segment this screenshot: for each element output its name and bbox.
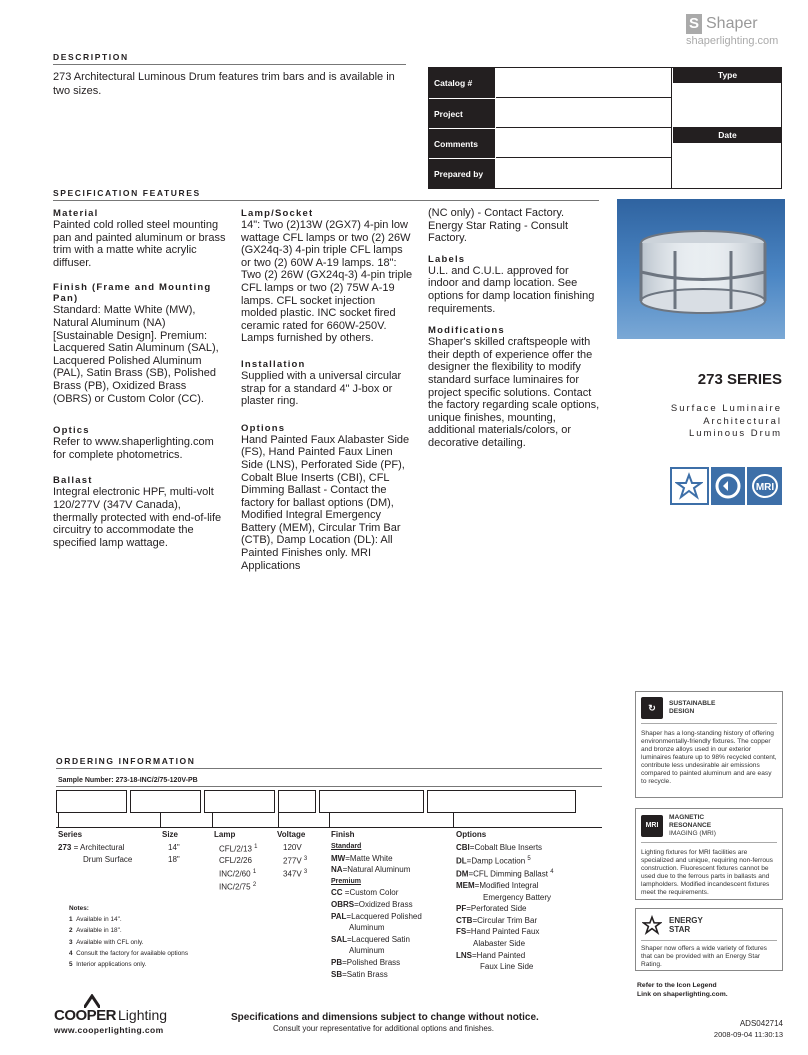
series-desc: Drum Surface: [83, 854, 133, 864]
opt-lns-desc-2: Faux Line Side: [480, 962, 534, 972]
es-title-2: STAR: [669, 925, 691, 934]
catalog-label: Catalog #: [429, 68, 495, 98]
lamp-tick: [212, 813, 213, 828]
voltage-col-heading: Voltage: [277, 830, 306, 839]
series-subtitle: [617, 403, 782, 441]
options-heading: Options: [241, 422, 286, 434]
product-photo: [617, 199, 785, 367]
icon-legend-note: [637, 981, 728, 999]
note-5: Interior applications only.: [76, 961, 147, 969]
spec-col-3: [428, 207, 600, 450]
finish-mw-desc: =Matte White: [345, 853, 393, 863]
energy-star-icon: [670, 467, 709, 505]
lamp-heading: Lamp/Socket: [241, 208, 314, 219]
opt-ctb-desc: =Circular Trim Bar: [472, 915, 538, 925]
ballast-text: Integral electronic HPF, multi-volt 120/277V (347V Canada), thermally protected with end-of-life circuitry to accommodate the specified lamp wattage.: [53, 486, 222, 549]
sustainable-small-icon: ↻: [641, 697, 663, 719]
mri-box: [635, 808, 783, 900]
lamp-cfl-26: CFL/2/26: [219, 856, 252, 866]
comments-field[interactable]: [496, 128, 672, 158]
finish-box[interactable]: [319, 790, 424, 813]
lamp-col: CFL/2/13 $^1$ CFL/2/26 INC/2/60 $^1$ INC/2/75 $^2$: [219, 844, 258, 892]
ordering-baseline: [56, 827, 602, 828]
ordering-notes: Notes: 1 Available in 14". 2 Available in 18". 3 Available with CFL only. 4 Consult the factory for available options 5 Interior applications only.: [69, 905, 189, 969]
volt-277: 277V: [283, 856, 302, 866]
finish-mw: MW: [331, 853, 346, 863]
volt-347: 347V: [283, 869, 302, 879]
shaper-s-icon: S: [686, 14, 702, 34]
sustainable-text: Shaper has a long-standing history of offering environmentally-friendly fixtures. The copper and bronze alloys used in our exterior luminaires feature up to 98% recycled content, contribute less undesirable air emissions compared to painted aluminum and are easy to recycle.: [641, 730, 777, 785]
series-box[interactable]: [56, 790, 127, 813]
material-heading: Material: [53, 208, 99, 219]
installation-text: Supplied with a universal circular strap for a standard 4" J-box or plaster ring.: [241, 369, 402, 408]
finish-na: NA: [331, 865, 343, 875]
opt-lns: LNS: [456, 950, 472, 960]
options-tick: [453, 813, 454, 828]
opt-cbi: CBI: [456, 843, 470, 852]
options-col-heading: Options: [456, 830, 487, 839]
cooper-word: COOPER: [54, 1007, 117, 1024]
finish-tick: [329, 813, 330, 828]
lighting-word: Lighting: [118, 1007, 168, 1023]
project-label: Project: [429, 99, 495, 128]
finish-premium-label: Premium: [331, 877, 361, 885]
catalog-field[interactable]: [496, 68, 672, 98]
series-tick: [58, 813, 59, 828]
series-col-heading: Series: [58, 830, 83, 839]
lamp-col-heading: Lamp: [214, 830, 236, 839]
voltage-col: 120V 277V $^3$ 347V $^3$: [283, 843, 308, 879]
finish-pal: PAL: [331, 911, 347, 921]
options-box[interactable]: [427, 790, 576, 813]
lamp-inc-75: INC/2/75: [219, 882, 251, 892]
doc-number: ADS042714: [739, 1019, 783, 1028]
series-title: 273 SERIES: [697, 371, 782, 388]
labels-heading: Labels: [428, 253, 466, 265]
modifications-text: Shaper's skilled craftspeople with their depth of experience offer the designer the flexibility to modify standard surface luminaires for project specific solutions. Contact the factory regarding scale options, unique finishes, mounting, additional materials/colors, or decorative detailing.: [428, 336, 600, 449]
subtitle-line-2: Architectural: [703, 415, 782, 427]
finish-sal-desc-2: Aluminum: [349, 946, 385, 956]
lamp-box[interactable]: [204, 790, 275, 813]
finish-pal-desc-2: Aluminum: [349, 923, 385, 933]
voltage-box[interactable]: [278, 790, 316, 813]
legend-line-1: Refer to the Icon Legend: [637, 982, 717, 989]
opt-fs-desc-2: Alabaster Side: [473, 939, 526, 949]
subtitle-line-3: Luminous Drum: [688, 428, 782, 439]
ballast-heading: Ballast: [53, 475, 93, 487]
energy-star-box: [635, 908, 783, 971]
energy-star-small-icon: [641, 914, 663, 936]
voltage-tick: [278, 813, 279, 828]
mri-small-icon: MRI: [641, 815, 663, 837]
svg-text:MRI: MRI: [755, 482, 774, 493]
description-text: 273 Architectural Luminous Drum features trim bars and is available in two sizes.: [53, 71, 395, 97]
finish-heading: Finish (Frame and Mounting Pan): [53, 282, 212, 305]
opt-mem-desc-2: Emergency Battery: [483, 892, 552, 902]
note-1: Available in 14".: [76, 916, 122, 924]
options-text: Hand Painted Faux Alabaster Side (FS), Hand Painted Faux Linen Side (LNS), Perforated Side (PF), Cobalt Blue Inserts (CBI), CFL Dimming Ballast - Contact the factory for ballast options (DM), Modified Integral Emergency Battery (MEM), Circular Trim Bar (CTB), Damp Location (DL): All Painted Finishes only. MRI Applications: [241, 433, 410, 572]
project-field[interactable]: [496, 98, 672, 128]
opt-dl-desc: =Damp Location: [466, 856, 526, 866]
note-4: Consult the factory for available options: [76, 949, 189, 957]
finish-col: [331, 841, 422, 980]
spec-form: [428, 67, 782, 189]
date-field[interactable]: [673, 143, 782, 189]
sustainable-box: [635, 691, 783, 798]
description-heading: DESCRIPTION: [53, 52, 406, 65]
finish-na-desc: =Natural Aluminum: [342, 865, 411, 875]
options-col: CBI=Cobalt Blue Inserts DL=Damp Location $^5$ DM=CFL Dimming Ballast $^4$ MEM=Modified Integral Emergency Battery PF=Perforated Side CTB=Circular Trim Bar FS=Hand Painted Faux Alabaster Side LNS=Hand Painted Faux Line Side: [456, 843, 554, 972]
optics-heading: Optics: [53, 425, 90, 437]
size-tick: [160, 813, 161, 828]
comments-label: Comments: [429, 129, 495, 158]
labels-text: U.L. and C.U.L. approved for indoor and damp location. See options for damp location finishing requirements.: [428, 264, 595, 315]
finish-cc: CC: [331, 888, 343, 898]
finish-sal: SAL: [331, 934, 347, 944]
energy-star-text: Shaper now offers a wide variety of fixtures that can be provided with an Energy Star Rating.: [641, 945, 767, 968]
notes-heading: Notes:: [69, 905, 89, 912]
opt-cbi-desc: =Cobalt Blue Inserts: [469, 843, 543, 852]
legend-line-2: Link on shaperlighting.com.: [637, 991, 728, 998]
subtitle-line-1: Surface Luminaire: [670, 403, 782, 414]
prepared-field[interactable]: [496, 158, 672, 189]
cooper-logo: [54, 1007, 167, 1024]
brand-name: Shaper: [706, 15, 758, 32]
size-col: [168, 842, 180, 865]
brand-logo: [686, 14, 786, 47]
finish-obrs-desc: =Oxidized Brass: [354, 899, 413, 909]
spec-disclaimer: Specifications and dimensions subject to change without notice.: [231, 1012, 539, 1023]
series-eq: = Architectural: [73, 843, 125, 852]
feature-icons: [670, 467, 782, 505]
series-col: [58, 842, 132, 865]
sustainable-icon: [711, 467, 746, 505]
sust-title-2: DESIGN: [669, 708, 695, 715]
prepared-label: Prepared by: [429, 159, 495, 189]
spec-col-1: [53, 208, 227, 549]
opt-dm-desc: =CFL Dimming Ballast: [468, 869, 548, 879]
mri-title-2: RESONANCE: [669, 822, 712, 829]
type-field[interactable]: [673, 83, 782, 128]
opt-dl: DL: [456, 856, 467, 866]
optics-text: Refer to www.shaperlighting.com for complete photometrics.: [53, 436, 214, 461]
note-2: Available in 18".: [76, 927, 122, 935]
opt-pf-desc: =Perforated Side: [466, 904, 527, 914]
mri-icon: [747, 467, 782, 505]
finish-cc-desc: =Custom Color: [342, 888, 399, 898]
opt-mem: MEM: [456, 881, 475, 891]
mri-title-1: MAGNETIC: [669, 814, 705, 821]
opt-ctb: CTB: [456, 915, 473, 925]
lamp-text: 14": Two (2)13W (2GX7) 4-pin low wattage CFL lamps or two (2) 26W (GX24q-3) 4-pin triple CFL lamps or two (2) 60W A-19 lamps. 18": Two (2) 26W (GX24q-3) 4-pin triple CFL lamps or two (2) 75W A-19 lamps. CFL socket injection molded plastic. INC socket fired ceramic rated for 660W-250V. Lamps furnished by others.: [241, 219, 413, 345]
sust-title-1: SUSTAINABLE: [669, 700, 716, 707]
series-code: 273: [58, 843, 72, 852]
lamp-cfl-13: CFL/2/13: [219, 844, 252, 854]
es-title-1: ENERGY: [669, 915, 703, 925]
finish-col-heading: Finish: [331, 830, 355, 839]
type-label: Type: [673, 68, 782, 83]
size-box[interactable]: [130, 790, 201, 813]
sample-rule: [56, 786, 602, 787]
luminous-drum-image: [617, 199, 785, 367]
spec-heading: SPECIFICATION FEATURES: [53, 188, 599, 201]
finish-sb: SB: [331, 969, 343, 979]
volt-120: 120V: [283, 843, 302, 852]
spec-col-2: [241, 208, 414, 572]
cooper-url[interactable]: www.cooperlighting.com: [54, 1025, 164, 1035]
installation-heading: Installation: [241, 358, 306, 370]
finish-text: Standard: Matte White (MW), Natural Aluminum (NA) [Sustainable Design]. Premium: Lacquered Satin Aluminum (SAL), Lacquered Polished Aluminum (PAL), Satin Brass (SB), Polished Brass (PB), Oxidized Brass (OBRS) or Custom Color (CC).: [53, 304, 219, 405]
brand-url: shaperlighting.com: [686, 35, 778, 47]
cooper-mark-icon: [84, 994, 100, 1008]
date-label: Date: [673, 128, 782, 143]
finish-sal-desc: =Lacquered Satin: [347, 934, 410, 944]
finish-pal-desc: =Lacquered Polished: [346, 911, 422, 921]
sample-number: Sample Number: 273-18-INC/2/75-120V-PB: [58, 777, 198, 784]
size-col-heading: Size: [162, 830, 179, 839]
opt-lns-desc: =Hand Painted: [472, 950, 526, 960]
size-18: 18": [168, 854, 180, 864]
opt-fs-desc: =Hand Painted Faux: [466, 927, 540, 937]
size-14: 14": [168, 843, 180, 852]
finish-obrs: OBRS: [331, 899, 355, 909]
mri-text: Lighting fixtures for MRI facilities are specialized and unique, requiring non-ferrous construction. Fluorescent fixtures cannot be used due to the ferrous parts in ballasts and lampholders. Modified incandescent fixtures meet the requirements.: [641, 849, 773, 896]
opt-pf: PF: [456, 904, 467, 914]
finish-pb-desc: =Polished Brass: [342, 957, 401, 967]
mri-title-3: IMAGING (MRI): [669, 830, 716, 837]
finish-sb-desc: =Satin Brass: [342, 969, 388, 979]
modifications-heading: Modifications: [428, 325, 505, 337]
note-3: Available with CFL only.: [76, 938, 144, 946]
opt-fs: FS: [456, 927, 467, 937]
material-text: Painted cold rolled steel mounting pan and painted aluminum or brass trim with a matte white acrylic diffuser.: [53, 219, 226, 269]
ordering-heading: ORDERING INFORMATION: [56, 756, 602, 769]
lamp-inc-60: INC/2/60: [219, 869, 251, 879]
doc-timestamp: 2008-09-04 11:30:13: [713, 1030, 783, 1039]
finish-pb: PB: [331, 957, 343, 967]
opt-dm: DM: [456, 869, 469, 879]
consult-note: Consult your representative for additional options and finishes.: [273, 1024, 495, 1033]
options-text-cont: (NC only) - Contact Factory. Energy Star Rating - Consult Factory.: [428, 207, 569, 245]
finish-standard-label: Standard: [331, 843, 362, 850]
opt-mem-desc: =Modified Integral: [474, 881, 539, 891]
